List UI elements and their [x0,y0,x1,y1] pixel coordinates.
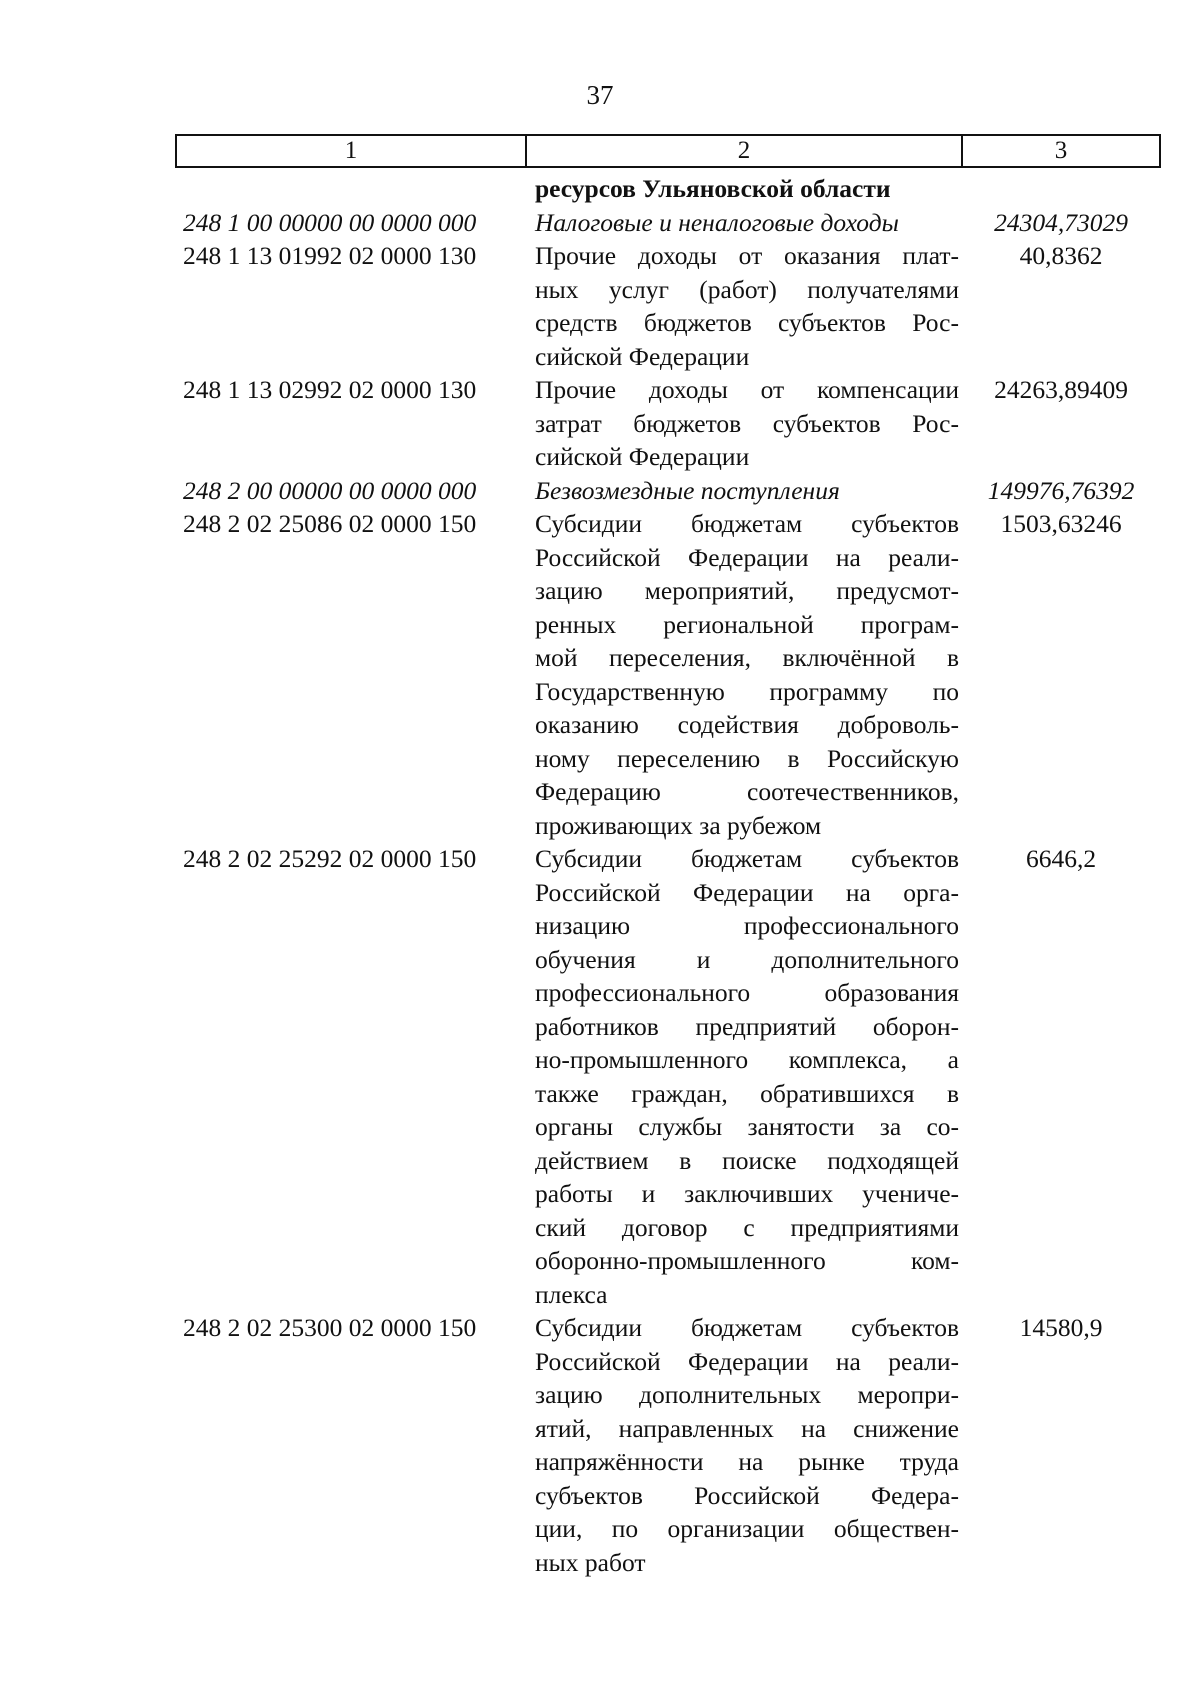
table-row [175,172,1161,206]
table-row [175,474,1161,508]
description-line: работников предприятий оборон- [535,1011,959,1041]
budget-code: 248 1 13 01992 02 0000 130 [183,241,477,270]
table-row [175,239,1161,373]
page-number: 37 [586,80,614,110]
revenue-description [525,507,961,842]
table-row [175,842,1161,1311]
amount-value: 24304,73029 [994,207,1128,237]
description-line: сийской Федерации [535,341,750,371]
description-line: низацию профессионального [535,911,959,940]
revenue-description [525,239,961,373]
description-line: но-промышленного комплекса, а [535,1045,959,1074]
description-line: ных услуг (работ) получателями [535,274,959,304]
description-line: плекса [535,1279,608,1309]
description-line: профессионального образования [535,978,959,1007]
description-line: органы службы занятости за со- [535,1112,959,1141]
description-line: ренных региональной програм- [535,609,959,639]
description-line: Безвозмездные поступления [535,475,840,505]
table-body [175,172,1161,1579]
description-line: Российской Федерации на орга- [535,877,959,907]
description-line: также граждан, обратившихся в [535,1078,959,1108]
description-line: Федерацию соотечественников, [535,777,959,806]
description-line: ресурсов Ульяновской области [535,174,891,203]
header-col-2: 2 [527,136,963,166]
description-line: Российской Федерации на реали- [535,1346,959,1376]
amount-value: 14580,9 [1019,1313,1103,1342]
budget-code: 248 2 02 25300 02 0000 150 [183,1313,477,1342]
description-line: ных работ [535,1547,646,1577]
amount-value [961,172,1161,206]
description-line: Субсидии бюджетам субъектов [535,1313,959,1342]
description-line: зацию дополнительных меропри- [535,1380,959,1409]
table-row [175,1311,1161,1579]
revenue-description [525,1311,961,1579]
description-line: ции, по организации обществен- [535,1514,959,1543]
description-line: Субсидии бюджетам субъектов [535,844,959,873]
amount-value: 1503,63246 [1000,509,1122,538]
amount-value: 40,8362 [1019,241,1103,270]
description-line: работы и заключивших учениче- [535,1179,959,1208]
budget-code [175,172,525,206]
revenue-description [525,172,961,206]
header-col-3: 3 [1054,137,1068,164]
revenue-description [525,474,961,508]
description-line: проживающих за рубежом [535,810,822,840]
description-line: средств бюджетов субъектов Рос- [535,308,959,337]
description-line: оказанию содействия доброволь- [535,710,959,739]
description-line: Прочие доходы от оказания плат- [535,241,959,270]
table-row [175,373,1161,474]
revenue-description [525,206,961,240]
description-line: мой переселения, включённой в [535,643,959,672]
description-line: Российской Федерации на реали- [535,542,959,572]
revenue-description [525,373,961,474]
description-line: зацию мероприятий, предусмот- [535,576,959,605]
amount-value: 6646,2 [1025,844,1097,873]
description-line: Государственную программу по [535,676,959,706]
description-line: Прочие доходы от компенсации [535,375,959,404]
description-line: ятий, направленных на снижение [535,1413,959,1443]
budget-code: 248 2 02 25292 02 0000 150 [183,844,477,873]
header-col-1: 1 [177,136,527,166]
budget-code: 248 1 00 00000 00 0000 000 [183,207,477,237]
amount-value: 24263,89409 [994,375,1128,404]
budget-code: 248 1 13 02992 02 0000 130 [183,375,477,404]
description-line: субъектов Российской Федера- [535,1480,959,1510]
description-line: затрат бюджетов субъектов Рос- [535,408,959,438]
budget-code: 248 2 00 00000 00 0000 000 [183,475,477,505]
description-line: оборонно-промышленного ком- [535,1246,959,1275]
description-line: напряжённости на рынке труда [535,1447,959,1476]
description-line: ский договор с предприятиями [535,1212,959,1242]
revenue-description [525,842,961,1311]
description-line: сийской Федерации [535,442,750,471]
description-line: действием в поиске подходящей [535,1145,959,1175]
amount-value: 149976,76392 [987,475,1135,505]
description-line: обучения и дополнительного [535,944,959,974]
table-header [175,134,1161,168]
description-line: Налоговые и неналоговые доходы [535,207,899,237]
description-line: ному переселению в Российскую [535,743,959,773]
description-line: Субсидии бюджетам субъектов [535,509,959,538]
table-row [175,507,1161,842]
budget-code: 248 2 02 25086 02 0000 150 [183,509,477,538]
table-row [175,206,1161,240]
